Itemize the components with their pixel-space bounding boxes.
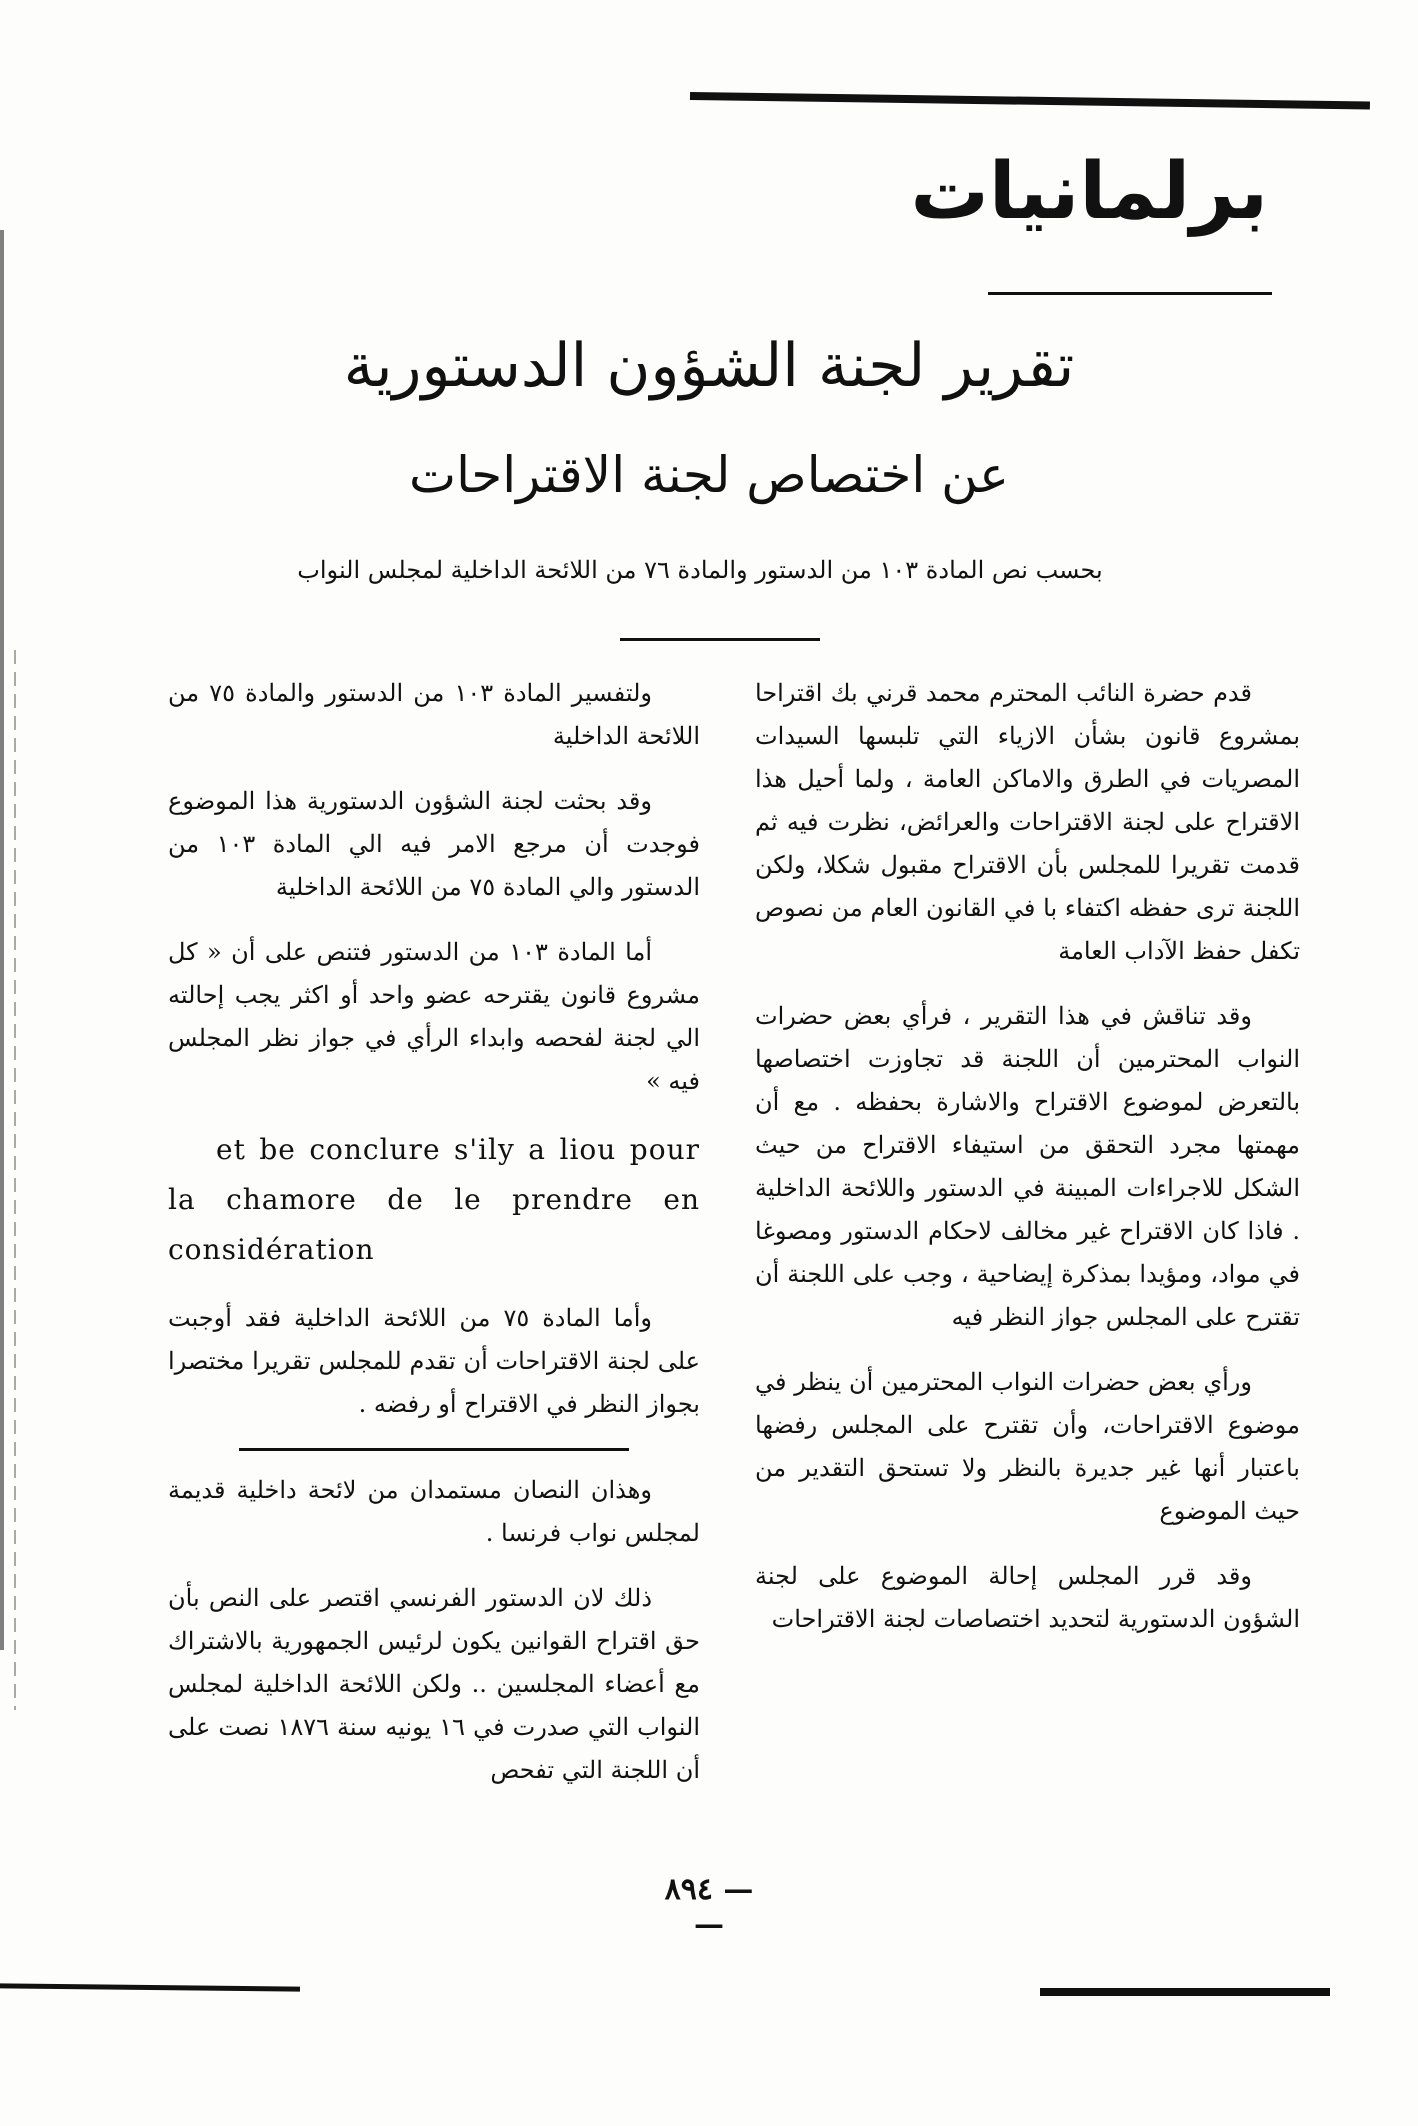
right-column: [755, 672, 1300, 1663]
article-byline: بحسب نص المادة ١٠٣ من الدستور والمادة ٧٦ من اللائحة الداخلية لمجلس النواب: [297, 556, 1103, 584]
right-paragraph-4: وقد قرر المجلس إحالة الموضوع على لجنة الشؤون الدستورية لتحديد اختصاصات لجنة الاقتراحات: [755, 1562, 1300, 1633]
article-subheadline: عن اختصاص لجنة الاقتراحات: [409, 446, 1009, 504]
column-divider-rule: [239, 1448, 629, 1451]
scan-edge-marks: [14, 650, 16, 1710]
right-paragraph-1: قدم حضرة النائب المحترم محمد قرني بك اقتراحا بمشروع قانون بشأن الازياء التي تلبسها السيدات المصريات في الطرق والاماكن العامة ، ولما أحيل هذا الاقتراح على لجنة الاقتراحات والعرائض، نظرت فيه ثم قدمت تقريرا للمجلس بأن الاقتراح مقبول شكلا، ولكن اللجنة ترى حفظه اكتفاء با في القانون العام من نصوص تكفل حفظ الآداب العامة: [755, 679, 1300, 965]
right-paragraph-3: ورأي بعض حضرات النواب المحترمين أن ينظر في موضوع الاقتراحات، وأن تقترح على المجلس رفضها باعتبار أنها غير جديرة بالنظر ولا تستحق التقدير من حيث الموضوع: [755, 1368, 1300, 1525]
left-paragraph-4: وأما المادة ٧٥ من اللائحة الداخلية فقد أوجبت على لجنة الاقتراحات أن تقدم للمجلس تقريرا مختصرا بجواز النظر في الاقتراح أو رفضه .: [168, 1304, 700, 1418]
bottom-rule-left: [0, 1983, 300, 1991]
byline-rule: [620, 638, 820, 641]
left-paragraph-3: أما المادة ١٠٣ من الدستور فتنص على أن « كل مشروع قانون يقترحه عضو واحد أو اكثر يجب إحالته الي لجنة لفحصه وابداء الرأي في جواز نظر المجلس فيه »: [168, 938, 700, 1095]
section-title: برلمانيات: [910, 147, 1268, 237]
article-headline: تقرير لجنة الشؤون الدستورية: [343, 331, 1075, 401]
left-paragraph-5: وهذان النصان مستمدان من لائحة داخلية قديمة لمجلس نواب فرنسا .: [168, 1476, 700, 1547]
right-paragraph-2: وقد تناقش في هذا التقرير ، فرأي بعض حضرات النواب المحترمين أن اللجنة قد تجاوزت اختصاصها بالتعرض لموضوع الاقتراح والاشارة بحفظه . مع أن مهمتها مجرد التحقق من استيفاء الاقتراح من حيث الشكل للاجراءات المبينة في الدستور واللائحة الداخلية . فاذا كان الاقتراح غير مخالف لاحكام الدستور ومصوغا في مواد، ومؤيدا بمذكرة إيضاحية ، وجب على اللجنة أن تقترح على المجلس جواز النظر فيه: [755, 1002, 1300, 1331]
bottom-rule-right: [1040, 1988, 1330, 1996]
left-paragraph-1: ولتفسير المادة ١٠٣ من الدستور والمادة ٧٥ من اللائحة الداخلية: [168, 679, 700, 750]
top-rule: [690, 92, 1370, 109]
left-paragraph-2: وقد بحثت لجنة الشؤون الدستورية هذا الموضوع فوجدت أن مرجع الامر فيه الي المادة ١٠٣ من الدستور والي المادة ٧٥ من اللائحة الداخلية: [168, 787, 700, 901]
left-paragraph-6: ذلك لان الدستور الفرنسي اقتصر على النص بأن حق اقتراح القوانين يكون لرئيس الجمهورية بالاشتراك مع أعضاء المجلسين .. ولكن اللائحة الداخلية لمجلس النواب التي صدرت في ١٦ يونيه سنة ١٨٧٦ نصت على أن اللجنة التي تفحص: [168, 1584, 700, 1784]
section-title-underline: [988, 292, 1272, 295]
scan-edge-artifact: [0, 230, 26, 1650]
left-column: [168, 672, 700, 1814]
french-quotation: et be conclure s'ily a liou pour la chamore de le prendre en considération: [168, 1133, 700, 1266]
page-number: — ٨٩٤ —: [664, 1872, 754, 1942]
